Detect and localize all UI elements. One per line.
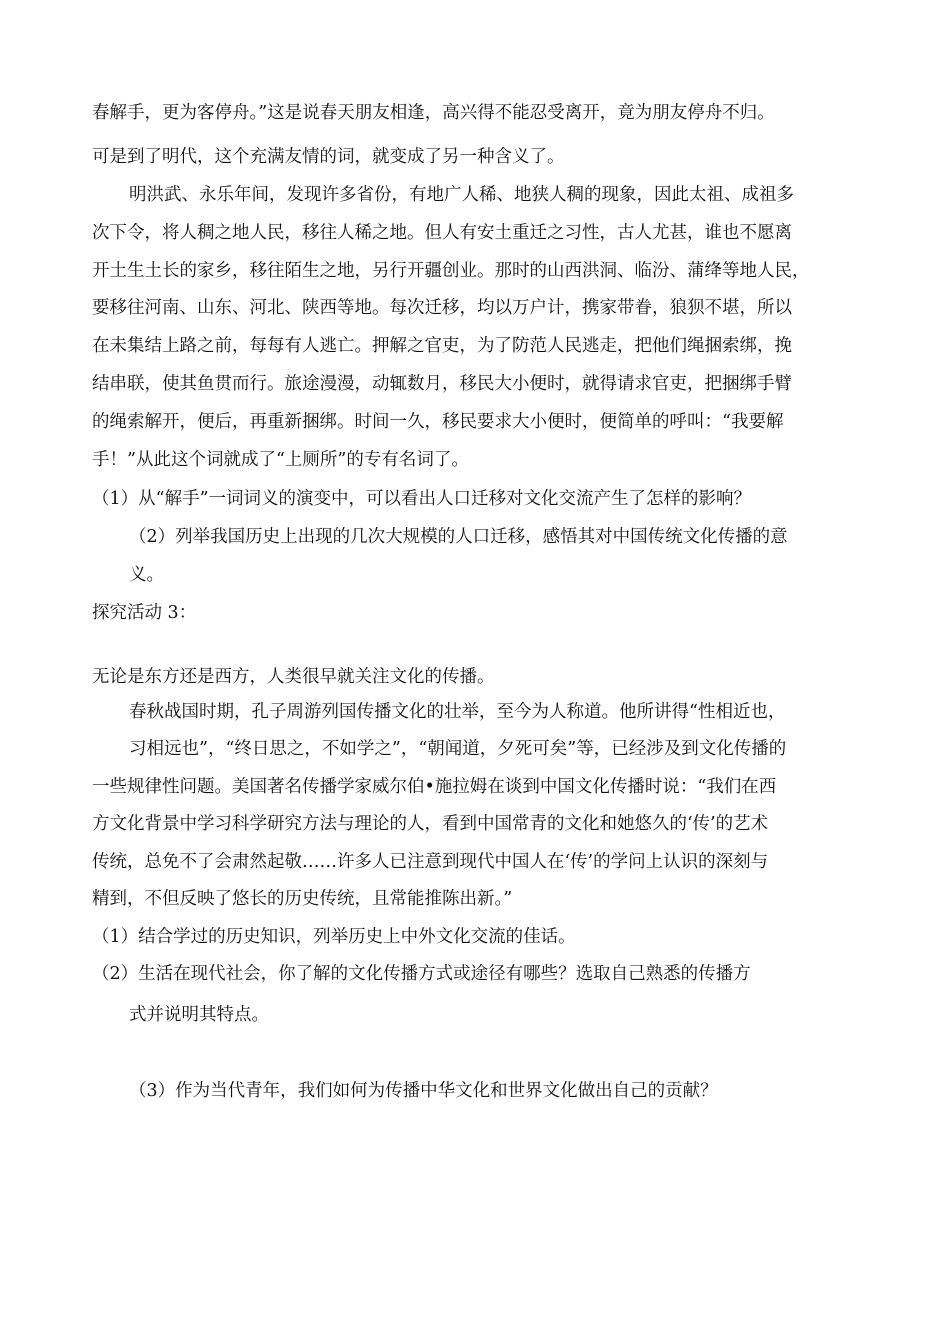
- text-line-20: 精到，不但反映了悠长的历史传统，且常能推陈出新。”: [92, 889, 513, 909]
- text-line-5: 开土生土长的家乡，移往陌生之地，另行开疆创业。那时的山西洪洞、临汾、蒲绛等地人民，: [92, 261, 810, 281]
- text-line-7: 在未集结上路之前，每每有人逃亡。押解之官吏，为了防范人民逃走，把他们绳捆索绑，挽: [92, 336, 792, 356]
- question-2: （3）作为当代青年，我们如何为传播中华文化和世界文化做出自己的贡献？: [129, 1081, 718, 1101]
- text-line-18: 方文化背景中学习科学研究方法与理论的人，看到中国常青的文化和她悠久的‘传’的艺术: [92, 814, 769, 834]
- text-line-2: 可是到了明代，这个充满友情的词，就变成了另一种含义了。: [92, 147, 565, 167]
- text-line-10: 手！”从此这个词就成了“上厕所”的专有名词了。: [92, 450, 469, 470]
- text-line-12: （2）列举我国历史上出现的几次大规模的人口迁移，感悟其对中国传统文化传播的意: [129, 527, 788, 547]
- text-line-1: 春解手，更为客停舟。”这是说春天朋友相逢，高兴得不能忍受离开，竟为朋友停舟不归。: [92, 103, 775, 123]
- text-line-8: 结串联，使其鱼贯而行。旅途漫漫，动辄数月，移民大小便时，就得请求官吏，把捆绑手臂: [92, 374, 792, 394]
- text-line-15: 春秋战国时期，孔子周游列国传播文化的壮举，至今为人称道。他所讲得“性相近也，: [129, 702, 786, 722]
- section-heading: 无论是东方还是西方，人类很早就关注文化的传播。: [92, 667, 495, 687]
- text-line-3: 明洪武、永乐年间，发现许多省份，有地广人稀、地狭人稠的现象，因此太祖、成祖多: [129, 185, 794, 205]
- text-line-22: （2）生活在现代社会，你了解的文化传播方式或途径有哪些？选取自己熟悉的传播方: [92, 964, 751, 984]
- text-line-17: 一些规律性问题。美国著名传播学家威尔伯•施拉姆在谈到中国文化传播时说：“我们在西: [92, 777, 777, 797]
- text-line-6: 要移往河南、山东、河北、陕西等地。每次迁移，均以万户计，携家带眷，狼狈不堪，所以: [92, 298, 792, 318]
- text-line-4: 次下令，将人稠之地人民，移往人稀之地。但人有安土重迁之习性，古人尤甚，谁也不愿离: [92, 223, 792, 243]
- text-line-21: （1）结合学过的历史知识，列举历史上中外文化交流的佳话。: [92, 927, 576, 947]
- text-line-11: （1）从“解手”一词词义的演变中，可以看出人口迁移对文化交流产生了怎样的影响？: [92, 489, 752, 509]
- question-1: 式并说明其特点。: [129, 1005, 269, 1025]
- text-line-14: 探究活动 3：: [92, 603, 197, 623]
- text-line-13: 义。: [129, 565, 164, 585]
- text-line-19: 传统，总免不了会肃然起敬……许多人已注意到现代中国人在‘传’的学问上认识的深刻与: [92, 852, 769, 872]
- text-line-16: 习相远也”，“终日思之，不如学之”，“朝闻道，夕死可矣”等，已经涉及到文化传播的: [129, 739, 787, 759]
- text-line-9: 的绳索解开，便后，再重新捆绑。时间一久，移民要求大小便时，便简单的呼叫：“我要解: [92, 412, 784, 432]
